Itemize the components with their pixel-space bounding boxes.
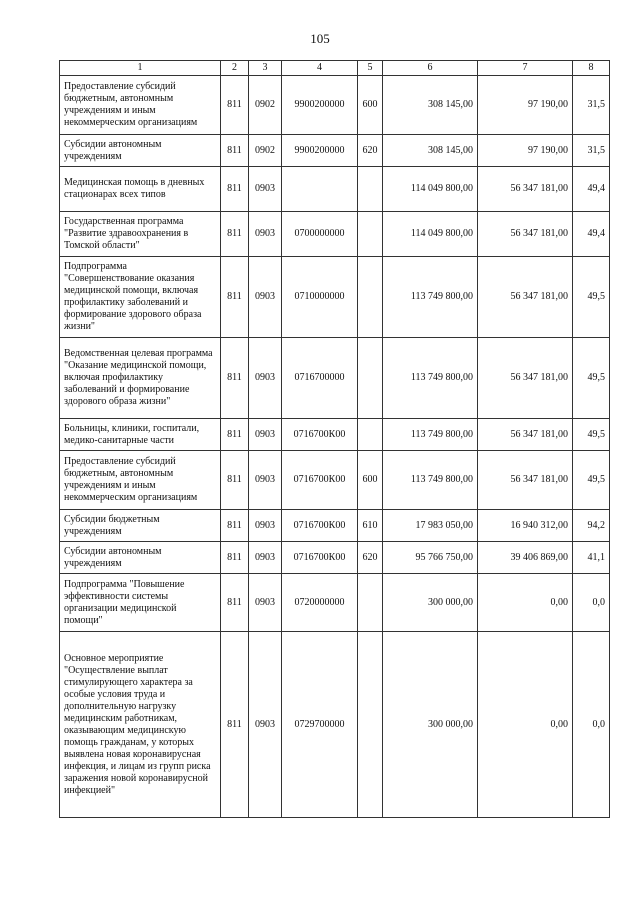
table-row (60, 419, 610, 451)
row-type-code (358, 419, 383, 451)
row-admin-code: 811 (221, 257, 249, 338)
row-plan: 95 766 750,00 (383, 542, 478, 574)
row-executed: 97 190,00 (478, 76, 573, 135)
row-plan: 308 145,00 (383, 135, 478, 167)
row-name: Субсидии автономным учреждениям (60, 135, 221, 167)
row-admin-code: 811 (221, 632, 249, 818)
budget-table (59, 60, 610, 818)
row-percent: 0,0 (573, 574, 610, 632)
table-header-row (60, 61, 610, 76)
row-executed: 56 347 181,00 (478, 257, 573, 338)
row-type-code (358, 632, 383, 818)
row-percent: 94,2 (573, 510, 610, 542)
column-header: 7 (478, 61, 573, 76)
row-admin-code: 811 (221, 212, 249, 257)
column-header: 2 (221, 61, 249, 76)
row-plan: 114 049 800,00 (383, 167, 478, 212)
row-name: Основное мероприятие "Осуществление выплат стимулирующего характера за особые условия труда и дополнительную нагрузку медицинским работникам, оказывающим медицинскую помощь гражданам, у которых выявлена новая коронавирусная инфекция, и лицам из групп риска заражения новой коронавирусной инфекцией" (60, 632, 221, 818)
column-header: 4 (282, 61, 358, 76)
page-number: 105 (310, 31, 330, 46)
row-type-code: 620 (358, 542, 383, 574)
table-row (60, 76, 610, 135)
table-row (60, 135, 610, 167)
column-header: 6 (383, 61, 478, 76)
row-executed: 56 347 181,00 (478, 451, 573, 510)
row-name: Больницы, клиники, госпитали, медико-санитарные части (60, 419, 221, 451)
row-name: Государственная программа "Развитие здравоохранения в Томской области" (60, 212, 221, 257)
table-row (60, 542, 610, 574)
row-section-code: 0903 (249, 212, 282, 257)
row-percent: 49,5 (573, 451, 610, 510)
row-executed: 39 406 869,00 (478, 542, 573, 574)
row-executed: 56 347 181,00 (478, 419, 573, 451)
row-section-code: 0903 (249, 167, 282, 212)
row-section-code: 0903 (249, 338, 282, 419)
row-section-code: 0903 (249, 510, 282, 542)
row-name: Медицинская помощь в дневных стационарах всех типов (60, 167, 221, 212)
row-percent: 31,5 (573, 76, 610, 135)
row-plan: 308 145,00 (383, 76, 478, 135)
row-type-code (358, 212, 383, 257)
row-name: Субсидии автономным учреждениям (60, 542, 221, 574)
row-percent: 41,1 (573, 542, 610, 574)
row-section-code: 0903 (249, 632, 282, 818)
row-percent: 31,5 (573, 135, 610, 167)
row-target-code: 9900200000 (282, 76, 358, 135)
row-executed: 56 347 181,00 (478, 212, 573, 257)
row-type-code: 610 (358, 510, 383, 542)
table-row (60, 632, 610, 818)
table-row (60, 574, 610, 632)
row-admin-code: 811 (221, 510, 249, 542)
row-target-code: 0716700К00 (282, 451, 358, 510)
row-section-code: 0903 (249, 542, 282, 574)
row-executed: 0,00 (478, 574, 573, 632)
row-section-code: 0903 (249, 419, 282, 451)
row-name: Предоставление субсидий бюджетным, автономным учреждениям и иным некоммерческим организациям (60, 76, 221, 135)
row-plan: 300 000,00 (383, 574, 478, 632)
row-type-code (358, 574, 383, 632)
row-admin-code: 811 (221, 135, 249, 167)
row-admin-code: 811 (221, 451, 249, 510)
row-admin-code: 811 (221, 574, 249, 632)
row-percent: 49,4 (573, 167, 610, 212)
row-type-code: 600 (358, 451, 383, 510)
column-header: 3 (249, 61, 282, 76)
row-admin-code: 811 (221, 167, 249, 212)
row-plan: 113 749 800,00 (383, 451, 478, 510)
row-admin-code: 811 (221, 419, 249, 451)
row-target-code: 0716700000 (282, 338, 358, 419)
row-name: Предоставление субсидий бюджетным, автономным учреждениям и иным некоммерческим организациям (60, 451, 221, 510)
row-executed: 0,00 (478, 632, 573, 818)
row-name: Субсидии бюджетным учреждениям (60, 510, 221, 542)
row-executed: 97 190,00 (478, 135, 573, 167)
row-type-code: 620 (358, 135, 383, 167)
row-section-code: 0903 (249, 451, 282, 510)
row-section-code: 0902 (249, 76, 282, 135)
row-type-code: 600 (358, 76, 383, 135)
row-name: Подпрограмма "Совершенствование оказания медицинской помощи, включая профилактику заболеваний и формирование здорового образа жизни" (60, 257, 221, 338)
row-target-code: 0716700К00 (282, 510, 358, 542)
row-percent: 0,0 (573, 632, 610, 818)
row-percent: 49,5 (573, 338, 610, 419)
table-row (60, 451, 610, 510)
table-row (60, 212, 610, 257)
row-executed: 56 347 181,00 (478, 167, 573, 212)
row-admin-code: 811 (221, 338, 249, 419)
row-target-code: 9900200000 (282, 135, 358, 167)
row-section-code: 0902 (249, 135, 282, 167)
column-header: 1 (60, 61, 221, 76)
row-section-code: 0903 (249, 574, 282, 632)
row-type-code (358, 167, 383, 212)
row-percent: 49,4 (573, 212, 610, 257)
row-target-code: 0716700К00 (282, 419, 358, 451)
table-row (60, 338, 610, 419)
table-row (60, 167, 610, 212)
row-target-code: 0710000000 (282, 257, 358, 338)
row-plan: 17 983 050,00 (383, 510, 478, 542)
row-plan: 114 049 800,00 (383, 212, 478, 257)
row-target-code: 0716700К00 (282, 542, 358, 574)
row-name: Ведомственная целевая программа "Оказание медицинской помощи, включая профилактику заболеваний и формирование здорового образа жизни" (60, 338, 221, 419)
row-percent: 49,5 (573, 257, 610, 338)
row-target-code: 0729700000 (282, 632, 358, 818)
row-type-code (358, 257, 383, 338)
row-plan: 113 749 800,00 (383, 257, 478, 338)
table-row (60, 510, 610, 542)
row-target-code: 0700000000 (282, 212, 358, 257)
row-target-code: 0720000000 (282, 574, 358, 632)
row-plan: 113 749 800,00 (383, 419, 478, 451)
row-admin-code: 811 (221, 76, 249, 135)
row-executed: 16 940 312,00 (478, 510, 573, 542)
row-admin-code: 811 (221, 542, 249, 574)
row-name: Подпрограмма "Повышение эффективности системы организации медицинской помощи" (60, 574, 221, 632)
row-plan: 300 000,00 (383, 632, 478, 818)
row-percent: 49,5 (573, 419, 610, 451)
row-section-code: 0903 (249, 257, 282, 338)
row-target-code (282, 167, 358, 212)
table-row (60, 257, 610, 338)
row-type-code (358, 338, 383, 419)
row-executed: 56 347 181,00 (478, 338, 573, 419)
column-header: 8 (573, 61, 610, 76)
row-plan: 113 749 800,00 (383, 338, 478, 419)
column-header: 5 (358, 61, 383, 76)
